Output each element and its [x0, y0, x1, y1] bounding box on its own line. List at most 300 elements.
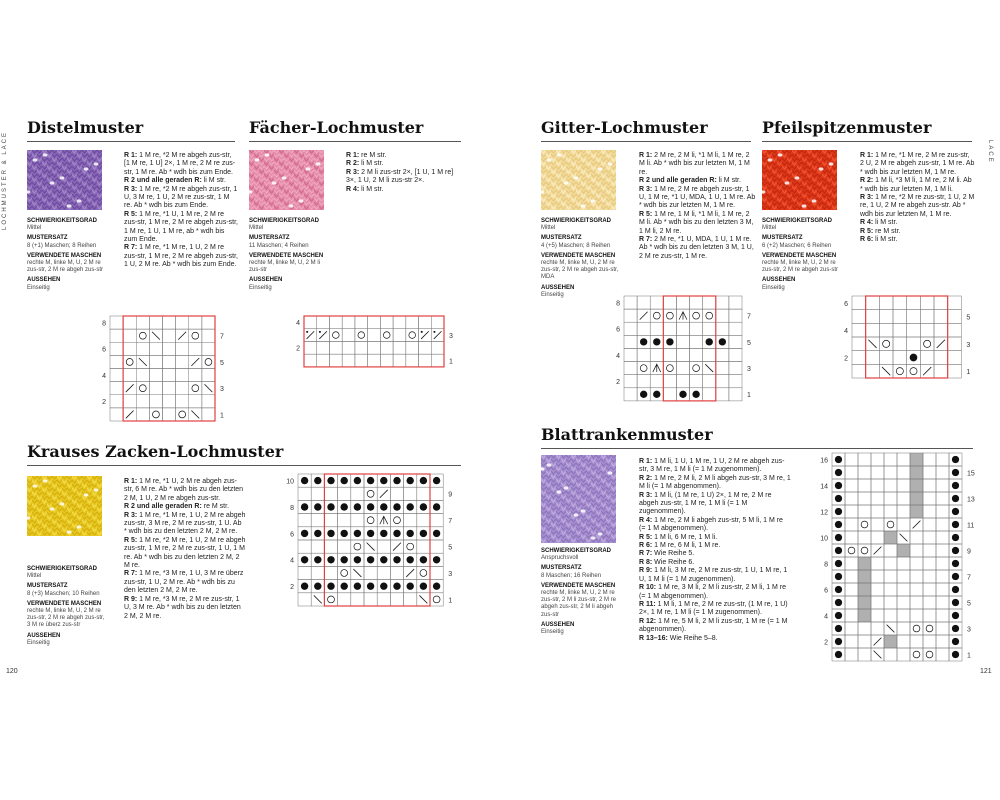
k2tog-symbol	[126, 411, 134, 419]
grid-cell	[163, 355, 176, 368]
instruction-row	[860, 228, 975, 236]
grid-cell	[703, 348, 716, 361]
instruction-row	[639, 584, 791, 601]
row-label: R 2:	[639, 474, 653, 482]
yarn-over-symbol	[924, 340, 931, 347]
grid-cell	[176, 355, 189, 368]
purl-dot	[835, 521, 842, 528]
chart-row-label: 2	[844, 355, 848, 363]
grid-cell	[884, 596, 897, 609]
pattern-title-krauses-zacken-lochmuster: Krauses Zacken-Lochmuster	[27, 442, 284, 461]
chart-row-label: 9	[967, 548, 971, 556]
grid-cell	[355, 341, 368, 354]
grid-cell	[110, 355, 123, 368]
row-label: R 2 und alle geraden R:	[639, 177, 717, 185]
purl-dot	[952, 547, 959, 554]
yarn-over-symbol	[367, 490, 374, 497]
grid-cell	[923, 531, 936, 544]
grid-cell	[852, 310, 866, 324]
grid-cell	[406, 329, 419, 342]
grid-cell	[202, 342, 215, 355]
p2tog-dot	[421, 331, 423, 333]
purl-dot	[420, 477, 427, 484]
row-text: 1 M re, 2 M li abgeh zus-str, 5 M li, 1 M re (= 1 M abgenommen).	[639, 516, 783, 533]
grey-cell	[910, 479, 923, 492]
purl-dot	[341, 556, 348, 563]
ssk-symbol	[705, 364, 713, 372]
grid-cell	[380, 341, 393, 354]
grid-cell	[716, 388, 729, 401]
grid-cell	[871, 583, 884, 596]
chart-row-label: 11	[967, 522, 975, 530]
grid-cell	[910, 531, 923, 544]
row-label: R 7:	[639, 236, 653, 244]
meta-heading: SCHWIERIGKEITSGRAD	[249, 218, 320, 224]
grid-cell	[176, 316, 189, 329]
chart-row-label: 13	[967, 496, 975, 504]
grid-cell	[431, 316, 444, 329]
grid-cell	[663, 309, 676, 322]
swatch-blattrankenmuster	[541, 455, 616, 543]
grid-cell	[329, 316, 342, 329]
k2tog-symbol	[874, 638, 882, 646]
purl-dot	[354, 477, 361, 484]
grid-cell	[163, 395, 176, 408]
grid-cell	[866, 323, 880, 337]
side-label-left: LOCHMUSTER & LACE	[2, 130, 8, 230]
grid-cell	[368, 341, 381, 354]
k2tog-symbol	[191, 358, 199, 366]
yarn-over-symbol	[192, 332, 199, 339]
meta-value: 8 (+1) Maschen; 8 Reihen	[27, 242, 97, 249]
instruction-row	[639, 186, 757, 211]
grid-cell	[298, 514, 311, 527]
grid-cell	[624, 362, 637, 375]
row-text: re M str.	[873, 227, 901, 235]
yarn-over-symbol	[358, 332, 365, 339]
p2tog-dot	[319, 331, 321, 333]
meta-heading: VERWENDETE MASCHEN	[541, 252, 616, 259]
purl-dot	[835, 456, 842, 463]
instruction-row	[124, 177, 239, 185]
meta-heading: MUSTERSATZ	[762, 235, 803, 242]
purl-dot	[314, 503, 321, 510]
grid-cell	[884, 544, 897, 557]
meta-krauses-zacken-lochmuster	[27, 566, 107, 647]
purl-dot	[341, 477, 348, 484]
grid-cell	[897, 466, 910, 479]
row-label: R 5:	[860, 227, 874, 235]
grid-cell	[845, 531, 858, 544]
grid-cell	[311, 487, 324, 500]
row-text: 1 M re, *1 M re, 1 U, 2 M re zus-str, 1 M re, 2 M re abgeh zus-str, 1 U, 2 M re. Ab * wdh bis zum Ende.	[124, 244, 238, 269]
meta-heading: SCHWIERIGKEITSGRAD	[541, 218, 612, 224]
chart-pfeilspitzenmuster	[838, 296, 978, 378]
grid-cell	[136, 369, 149, 382]
grid-cell	[329, 354, 342, 367]
ssk-symbol	[314, 595, 322, 603]
grid-cell	[110, 329, 123, 342]
grid-cell	[948, 351, 962, 365]
row-text: 1 M re, *3 M re, 1 U, 3 M re überz zus-str, 1 U, 2 M re. Ab * wdh bis zu den letzten 2 M, 2 M re.	[124, 570, 244, 595]
purl-dot	[327, 583, 334, 590]
purl-dot	[835, 586, 842, 593]
chart-row-label: 3	[747, 365, 751, 373]
meta-value: Mittel	[762, 225, 777, 232]
grid-cell	[729, 362, 742, 375]
grid-cell	[866, 364, 880, 378]
yarn-over-symbol	[333, 332, 340, 339]
ssk-symbol	[887, 625, 895, 633]
row-text: 1 M re, *2 M re, 1 U, 2 M re abgeh zus-str, 1 M re, 2 M re zus-str, 1 U, 1 M re. Ab * wdh bis zu den letzten 2 M, 2 M re.	[124, 536, 246, 570]
grid-cell	[368, 354, 381, 367]
instruction-row	[860, 152, 975, 177]
purl-dot	[380, 583, 387, 590]
yarn-over-symbol	[706, 312, 713, 319]
grid-cell	[852, 351, 866, 365]
grid-cell	[393, 354, 406, 367]
grid-cell	[404, 487, 417, 500]
instructions-blattrankenmuster	[639, 458, 791, 643]
meta-value: 8 Maschen; 16 Reihen	[541, 572, 602, 579]
grid-cell	[324, 540, 337, 553]
grid-cell	[897, 518, 910, 531]
row-text: 1 M re, 2 M re abgeh zus-str, 1 U, 1 M re, *1 U, MDA, 1 U, 1 M re. Ab * wdh bis zur letzten M, 1 M re.	[639, 185, 756, 210]
grid-cell	[149, 408, 162, 421]
purl-dot	[835, 547, 842, 554]
k2tog-symbol	[406, 569, 414, 577]
row-text: 1 M re, *1 M re, 1 U, 2 M re abgeh zus-str, 3 M re, 2 M re zus-str, 1 U. Ab * wdh bis zu den letzten 2 M, 2 M re.	[124, 511, 246, 536]
chart-gitter-lochmuster	[610, 296, 758, 406]
yarn-over-symbol	[192, 385, 199, 392]
yarn-over-symbol	[420, 570, 427, 577]
purl-dot	[835, 625, 842, 632]
purl-dot	[952, 560, 959, 567]
row-text: 1 M li, 1 U, 1 M re, 1 U, 2 M re abgeh zus-str, 3 M re, 1 M li (= 1 M zugenommen).	[639, 458, 785, 474]
meta-value: rechte M, linke M, U, 2 M re zus-str, 2 M li zus-str, 2 M re abgeh zus-str, 2 M li abgeh zus-str	[541, 590, 617, 618]
grid-cell	[923, 609, 936, 622]
grid-cell	[663, 362, 676, 375]
grid-cell	[351, 487, 364, 500]
grid-cell	[431, 341, 444, 354]
purl-dot	[407, 583, 414, 590]
meta-heading: VERWENDETE MASCHEN	[249, 252, 324, 259]
grid-cell	[845, 505, 858, 518]
title-rule	[541, 448, 973, 449]
instruction-row	[639, 550, 791, 558]
row-text: 1 M re, 2 M li, 2 M li abgeh zus-str, 3 M re, 1 M li (= 1 M abgenommen).	[639, 474, 791, 491]
grid-cell	[324, 514, 337, 527]
row-text: 1 M re, 3 M li, 2 M li zus-str, 2 M li, 1 M re (= 1 M abgenommen).	[639, 584, 787, 600]
meta-value: rechte M, linke M, U, 2 M re zus-str, 2 M re abgeh zus-str	[27, 260, 104, 274]
p2tog-dot	[433, 331, 435, 333]
k2tog-symbol	[640, 312, 648, 320]
grid-cell	[342, 341, 355, 354]
grey-cell	[910, 453, 923, 466]
pattern-title-blattrankenmuster: Blattrankenmuster	[541, 425, 713, 444]
instruction-row	[346, 152, 456, 160]
swatch-distelmuster	[27, 150, 102, 210]
grid-cell	[304, 316, 317, 329]
grid-cell	[879, 323, 893, 337]
grid-cell	[845, 479, 858, 492]
grid-cell	[716, 322, 729, 335]
grid-cell	[338, 593, 351, 606]
purl-dot	[393, 530, 400, 537]
grid-cell	[380, 316, 393, 329]
grid-cell	[871, 492, 884, 505]
purl-dot	[952, 599, 959, 606]
meta-heading: AUSSEHEN	[762, 277, 796, 284]
row-label: R 6:	[860, 236, 874, 244]
chart-row-label: 7	[747, 313, 751, 321]
row-text: 1 M li, 1 M re, 2 M re zus-str, (1 M re, 1 U) 2×, 1 M re, 1 M li (= 1 M zugenommen).	[639, 600, 788, 617]
grid-cell	[923, 453, 936, 466]
purl-dot	[314, 583, 321, 590]
ssk-symbol	[900, 534, 908, 542]
grid-cell	[936, 622, 949, 635]
yarn-over-symbol	[407, 543, 414, 550]
grid-cell	[897, 557, 910, 570]
purl-dot	[952, 625, 959, 632]
chart-row-label: 4	[290, 557, 294, 565]
meta-gitter-lochmuster	[541, 218, 621, 299]
grid-cell	[324, 593, 337, 606]
instruction-row	[639, 152, 757, 177]
row-text: li M str.	[716, 177, 741, 185]
chart-row-label: 6	[824, 587, 828, 595]
chart-row-label: 8	[102, 320, 106, 328]
grid-cell	[163, 316, 176, 329]
grid-cell	[404, 593, 417, 606]
grid-cell	[845, 596, 858, 609]
grid-cell	[858, 505, 871, 518]
meta-heading: MUSTERSATZ	[27, 583, 68, 590]
grid-cell	[202, 369, 215, 382]
row-label: R 2 und alle geraden R:	[124, 503, 202, 511]
row-label: R 2:	[346, 160, 360, 168]
grid-cell	[136, 329, 149, 342]
grid-cell	[936, 596, 949, 609]
chart-row-label: 3	[966, 341, 971, 349]
meta-heading: VERWENDETE MASCHEN	[762, 252, 837, 259]
purl-dot	[835, 638, 842, 645]
grid-cell	[189, 395, 202, 408]
purl-dot	[952, 612, 959, 619]
purl-dot	[835, 495, 842, 502]
grid-cell	[311, 540, 324, 553]
purl-dot	[407, 530, 414, 537]
grid-cell	[923, 648, 936, 661]
row-label: R 3:	[124, 511, 138, 519]
row-text: 1 M re, 5 M li, 2 M li zus-str, 1 M re (= 1 M abgenommen).	[639, 617, 788, 634]
k2tog-symbol	[874, 547, 882, 555]
grid-cell	[676, 296, 689, 309]
grid-cell	[110, 316, 123, 329]
purl-dot	[952, 482, 959, 489]
row-text: 1 M re, *2 M re abgeh zus-str, 1 U, 3 M re, 1 U, 2 M re zus-str, 1 M re. Ab * wdh bis zum Ende.	[124, 185, 238, 210]
meta-value: Mittel	[27, 225, 42, 232]
grid-cell	[845, 466, 858, 479]
grid-cell	[923, 505, 936, 518]
meta-heading: MUSTERSATZ	[27, 235, 68, 242]
grid-cell	[884, 492, 897, 505]
row-label: R 3:	[860, 194, 874, 202]
grey-cell	[910, 492, 923, 505]
row-text: Wie Reihe 6.	[652, 558, 695, 566]
yarn-over-symbol	[666, 365, 673, 372]
grid-cell	[897, 648, 910, 661]
grid-cell	[884, 570, 897, 583]
row-label: R 5:	[124, 536, 138, 544]
grid-cell	[202, 408, 215, 421]
chart-row-label: 8	[824, 561, 828, 569]
grid-cell	[879, 351, 893, 365]
grid-cell	[364, 487, 377, 500]
k2tog-symbol	[380, 490, 388, 498]
grid-cell	[304, 341, 317, 354]
instruction-row	[639, 601, 791, 618]
grey-cell	[858, 557, 871, 570]
purl-dot	[407, 477, 414, 484]
grid-cell	[884, 648, 897, 661]
grid-cell	[123, 369, 136, 382]
instruction-row	[124, 211, 239, 245]
grid-cell	[852, 337, 866, 351]
instruction-row	[639, 211, 757, 236]
yarn-over-symbol	[861, 547, 868, 554]
grey-cell	[910, 505, 923, 518]
grid-cell	[690, 375, 703, 388]
grid-cell	[393, 329, 406, 342]
grid-cell	[676, 335, 689, 348]
row-label: R 4:	[346, 185, 360, 193]
grid-cell	[884, 505, 897, 518]
chart-row-label: 1	[966, 369, 971, 377]
title-rule	[762, 141, 972, 142]
instruction-row	[860, 236, 975, 244]
purl-dot	[354, 530, 361, 537]
instruction-row	[860, 219, 975, 227]
grid-cell	[934, 310, 948, 324]
instruction-row	[639, 618, 791, 635]
yarn-over-symbol	[848, 547, 855, 554]
grid-cell	[406, 316, 419, 329]
grid-cell	[419, 341, 432, 354]
purl-dot	[952, 534, 959, 541]
grid-cell	[884, 479, 897, 492]
instruction-row	[124, 244, 239, 269]
grid-cell	[936, 531, 949, 544]
chart-row-label: 1	[967, 652, 971, 660]
ssk-symbol	[868, 340, 876, 348]
grid-cell	[845, 492, 858, 505]
instruction-row	[124, 596, 246, 621]
grid-cell	[110, 342, 123, 355]
meta-faecher-lochmuster	[249, 218, 329, 292]
yarn-over-symbol	[328, 596, 335, 603]
grid-cell	[871, 518, 884, 531]
grid-cell	[136, 316, 149, 329]
grid-cell	[893, 364, 907, 378]
grid-cell	[729, 296, 742, 309]
grid-cell	[650, 375, 663, 388]
grid-cell	[948, 323, 962, 337]
instruction-row	[639, 517, 791, 534]
purl-dot	[301, 556, 308, 563]
purl-dot	[380, 477, 387, 484]
grid-cell	[163, 382, 176, 395]
row-text: re M str.	[359, 152, 387, 159]
grid-cell	[419, 316, 432, 329]
purl-dot	[420, 556, 427, 563]
grid-cell	[355, 316, 368, 329]
meta-value: Mittel	[27, 573, 42, 580]
grid-cell	[676, 375, 689, 388]
row-label: R 5:	[639, 210, 653, 218]
grid-cell	[123, 355, 136, 368]
instruction-row	[639, 492, 791, 517]
row-label: R 1:	[124, 152, 138, 159]
chart-row-label: 12	[820, 509, 828, 517]
grid-cell	[884, 453, 897, 466]
purl-dot	[433, 503, 440, 510]
grid-cell	[390, 566, 403, 579]
grid-cell	[729, 335, 742, 348]
purl-dot	[653, 338, 660, 345]
grid-cell	[936, 518, 949, 531]
grid-cell	[910, 622, 923, 635]
grid-cell	[368, 329, 381, 342]
chart-row-label: 5	[966, 314, 971, 322]
grid-cell	[202, 316, 215, 329]
grid-cell	[393, 341, 406, 354]
double-decrease-symbol	[380, 516, 388, 524]
row-text: 1 M re, 6 M li, 1 M re.	[652, 542, 721, 550]
grid-cell	[417, 540, 430, 553]
yarn-over-symbol	[926, 651, 933, 658]
grid-cell	[430, 487, 443, 500]
meta-value: Einseitig	[541, 629, 564, 636]
grid-cell	[866, 296, 880, 310]
purl-dot	[952, 638, 959, 645]
grid-cell	[136, 342, 149, 355]
grid-cell	[879, 310, 893, 324]
grid-cell	[729, 348, 742, 361]
grid-cell	[934, 323, 948, 337]
k2tog-symbol	[393, 543, 401, 551]
row-label: R 3:	[124, 185, 138, 193]
swatch-gitter-lochmuster	[541, 150, 616, 210]
purl-dot	[393, 583, 400, 590]
grid-cell	[624, 348, 637, 361]
grid-cell	[311, 566, 324, 579]
chart-row-label: 9	[448, 491, 453, 499]
grid-cell	[189, 329, 202, 342]
grid-cell	[923, 557, 936, 570]
grid-cell	[852, 323, 866, 337]
yarn-over-symbol	[653, 312, 660, 319]
chart-distelmuster	[96, 316, 236, 421]
grid-cell	[110, 369, 123, 382]
grid-cell	[884, 557, 897, 570]
chart-row-label: 5	[220, 359, 224, 367]
title-rule	[249, 141, 461, 142]
grid-cell	[897, 596, 910, 609]
double-decrease-symbol	[653, 364, 661, 372]
grid-cell	[430, 593, 443, 606]
instruction-row	[639, 567, 791, 584]
